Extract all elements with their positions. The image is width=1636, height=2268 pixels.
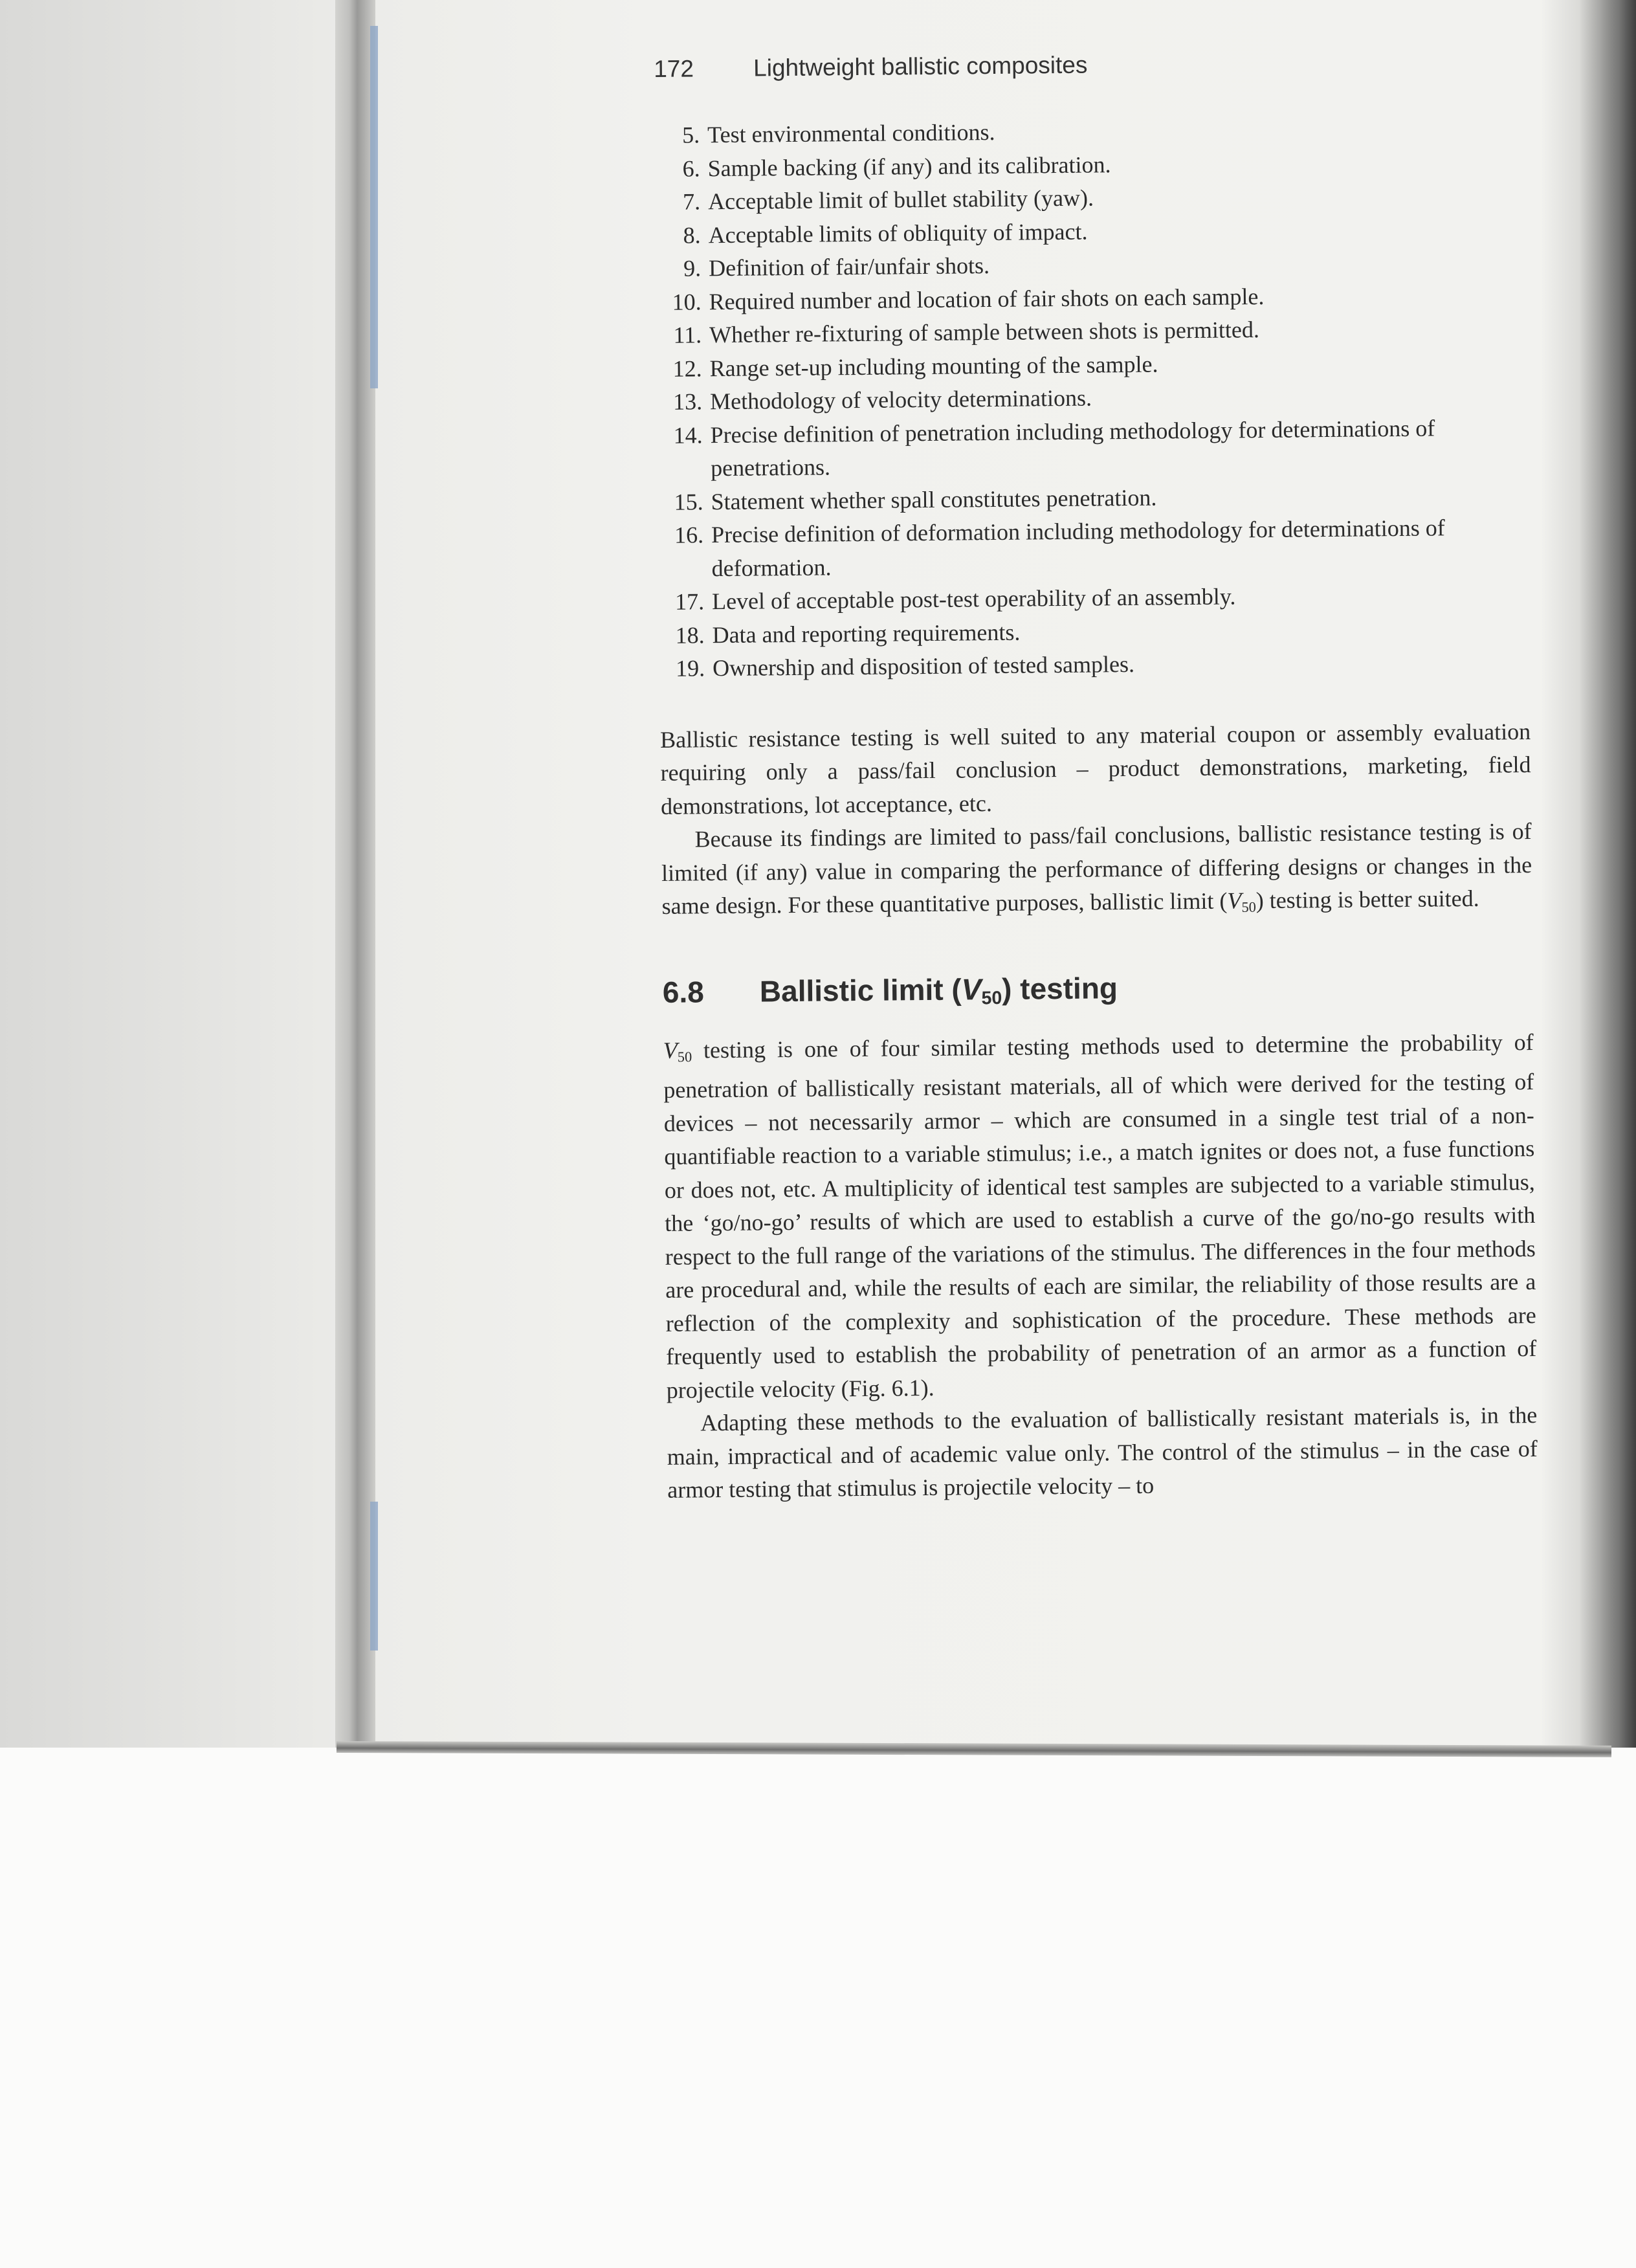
list-item-text: Precise definition of penetration including methodology for determinations of penetrations. [710,414,1435,482]
list-item-text: Acceptable limit of bullet stability (yaw). [707,184,1094,215]
spine-tint-top [370,26,378,388]
list-item [657,411,1528,486]
section-heading [663,966,1533,1012]
list-item-number: 5. [681,122,700,148]
list-item-number: 10. [672,288,702,315]
paragraph-v50-methods [663,1026,1537,1407]
scanner-background [0,1748,1636,2268]
section-number: 6.8 [662,975,705,1010]
paragraph-ballistic-resistance: Ballistic resistance testing is well suited to any material coupon or assembly evaluation requiring only a pass/fail conclusion – product demonstrations, marketing, field demonstrations, lot acceptance, etc. [659,718,1531,819]
list-item-number: 18. [675,621,705,649]
section-title-text: Ballistic limit ( [759,972,962,1008]
page-number: 172 [654,55,694,82]
list-item-number: 19. [675,655,705,682]
list-item-text: Data and reporting requirements. [712,619,1021,648]
list-item-number: 11. [673,322,702,348]
list-item-text: Required number and location of fair shots on each sample. [709,283,1265,315]
page-edge-shadow [1579,0,1636,1748]
book-title: Lightweight ballistic composites [753,51,1088,82]
list-item-number: 12. [672,355,702,382]
list-item-text: Sample backing (if any) and its calibration. [707,151,1111,181]
list-item-text: Methodology of velocity determinations. [709,384,1092,415]
requirements-list [654,111,1530,685]
list-item-number: 8. [683,221,701,249]
list-item-text: Whether re-fixturing of sample between shots is permitted. [709,317,1260,348]
paragraph-text: Because its findings are limited to pass/fail conclusions, ballistic resistance testing is of limited (if any) value in comparing the performance of differing designs or changes in the same design. For these quantitative purposes, ballistic limit ( [661,818,1532,919]
v50-symbol: V [663,1037,678,1064]
list-item-text: Level of acceptable post-test operability of an assembly. [711,583,1236,615]
list-item-number: 7. [682,188,701,215]
v50-symbol: V [1227,887,1242,914]
list-item-number: 13. [672,388,703,415]
section-title [760,970,1118,1011]
paragraph-adapting-methods: Adapting these methods to the evaluation of ballistically resistant materials is, in the main, impractical and of academic value only. The control of the stimulus – in the case of armor testing that stimulus is projectile velocity – to [667,1402,1538,1504]
list-item-text: Statement whether spall constitutes penetration. [711,484,1157,515]
list-item-number: 17. [674,588,705,615]
list-item-text: Ownership and disposition of tested samples. [712,650,1135,682]
v50-subscript: 50 [981,988,1002,1009]
list-item [658,511,1529,586]
list-item-number: 15. [674,488,703,515]
page-text-block [654,47,1538,1507]
paragraph-text: testing is one of four similar testing methods used to determine the probability of penetration of ballistically resistant materials, all of which were derived for the testing of devices – not necessarily armor – which are consumed in a single test trial of a non-quantifiable reaction to a variable stimulus; i.e., a match ignites or does not, a fuse functions or does not, etc. A multiplicity of identical test samples are subjected to a variable stimulus, the ‘go/no-go’ results of which are used to establish a curve of the go/no-go results with respect to the full range of the variations of the stimulus. The differences in the four methods are procedural and, while the results of each are similar, the reliability of those results are a reflection of the complexity and sophistication of the procedure. These methods are frequently used to establish the probability of penetration of an armor as a function of projectile velocity (Fig. 6.1). [663,1029,1537,1403]
spine-tint-bottom [370,1502,378,1651]
book-spine [335,0,375,1748]
list-item-text: Range set-up including mounting of the sample. [709,351,1158,381]
v50-subscript: 50 [1241,898,1256,915]
paragraph-pass-fail-limits [661,815,1532,929]
list-item-text: Definition of fair/unfair shots. [708,252,990,282]
list-item-number: 6. [682,155,700,182]
list-item-number: 14. [673,421,703,449]
section-title-text: ) testing [1001,971,1118,1006]
v50-symbol: V [961,972,982,1006]
list-item-text: Acceptable limits of obliquity of impact. [708,218,1088,248]
v50-subscript: 50 [677,1049,692,1065]
list-item-text: Precise definition of deformation including methodology for determinations of deformation. [711,515,1445,581]
list-item-number: 9. [683,255,702,282]
list-item-number: 16. [674,522,704,548]
paragraph-text: ) testing is better suited. [1255,885,1479,914]
list-item-text: Test environmental conditions. [707,118,995,148]
